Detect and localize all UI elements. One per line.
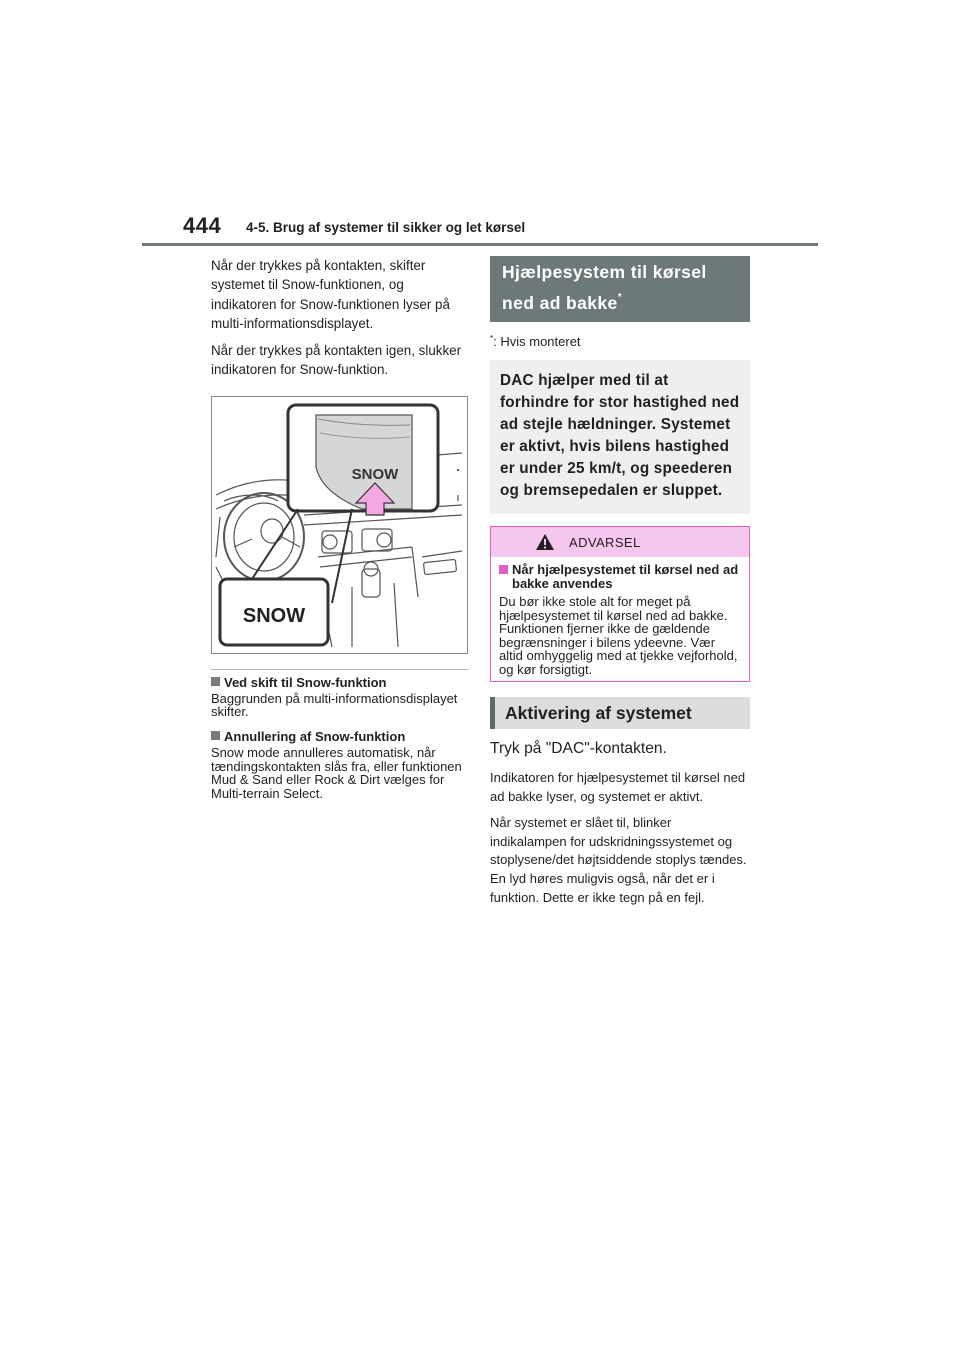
header-rule — [142, 243, 818, 246]
warning-header — [491, 527, 749, 557]
warning-body — [491, 557, 749, 681]
page-number: 444 — [183, 213, 222, 238]
snow-button-label: SNOW — [351, 465, 399, 483]
warning-triangle-icon — [535, 533, 555, 551]
warning-label: ADVARSEL — [569, 534, 641, 550]
activation-paragraph-1: Indikatoren for hjælpesystemet til kørsel ned ad bakke lyser, og systemet er aktivt. — [490, 770, 746, 804]
warning-box — [490, 526, 750, 682]
section-title-dac: Hjælpesystem til kørsel ned ad bakke* — [490, 256, 750, 322]
figure-divider — [211, 669, 468, 670]
section-title-activation: Aktivering af systemet — [490, 697, 750, 729]
item-body-snow-cancel: Snow mode annulleres automatisk, når tændingskontakten slås fra, eller funktionen Mud & Sand eller Rock & Dirt vælges for Multi-terrain Select. — [211, 744, 462, 801]
item-body-snow-switch: Baggrunden på multi-informationsdisplayet skifter. — [211, 690, 458, 720]
item-heading-snow-cancel: Annullering af Snow-funktion — [211, 729, 469, 744]
dashboard-illustration — [212, 397, 468, 654]
intro-paragraph-2: Når der trykkes på kontakten igen, slukker indikatoren for Snow-funktion. — [211, 343, 462, 378]
snow-callout-label: SNOW — [242, 604, 306, 627]
warning-subheading: Når hjælpesystemet til kørsel ned ad bakke anvendes — [499, 563, 741, 590]
activation-paragraph-2: Når systemet er slået til, blinker indikalampen for udskridningssystemet og stoplysene/det højtsiddende stoplys tændes. En lyd høres muligvis også, når det er i funktion. Dette er ikke tegn på en fejl. — [490, 815, 747, 905]
running-header: 4-5. Brug af systemer til sikker og let kørsel — [246, 220, 526, 235]
snow-switch-figure — [211, 396, 468, 654]
square-bullet-icon — [499, 565, 508, 574]
square-bullet-icon — [211, 677, 220, 686]
summary-box: DAC hjælper med til at forhindre for stor hastighed ned ad stejle hældninger. Systemet er aktivt, hvis bilens hastighed er under 25 km/t, og speederen og bremsepedalen er sluppet. — [490, 360, 750, 514]
action-step: Tryk på "DAC"-kontakten. — [490, 740, 667, 757]
intro-paragraph-1: Når der trykkes på kontakten, skifter systemet til Snow-funktionen, og indikatoren for Snow-funktionen lyser på multi-informationsdisplayet. — [211, 258, 450, 331]
right-column — [490, 256, 750, 915]
item-heading-snow-switch: Ved skift til Snow-funktion — [211, 675, 469, 690]
square-bullet-icon — [211, 731, 220, 740]
warning-text: Du bør ikke stole alt for meget på hjælpesystemet til kørsel ned ad bakke. Funktionen fjerner ikke de gældende begrænsninger i bilens ydeevne. Vær altid omhyggelig med at tjekke vejforhold, og kør forsigtigt. — [499, 594, 738, 677]
footnote: *: Hvis monteret — [490, 334, 581, 349]
left-column — [211, 256, 469, 810]
